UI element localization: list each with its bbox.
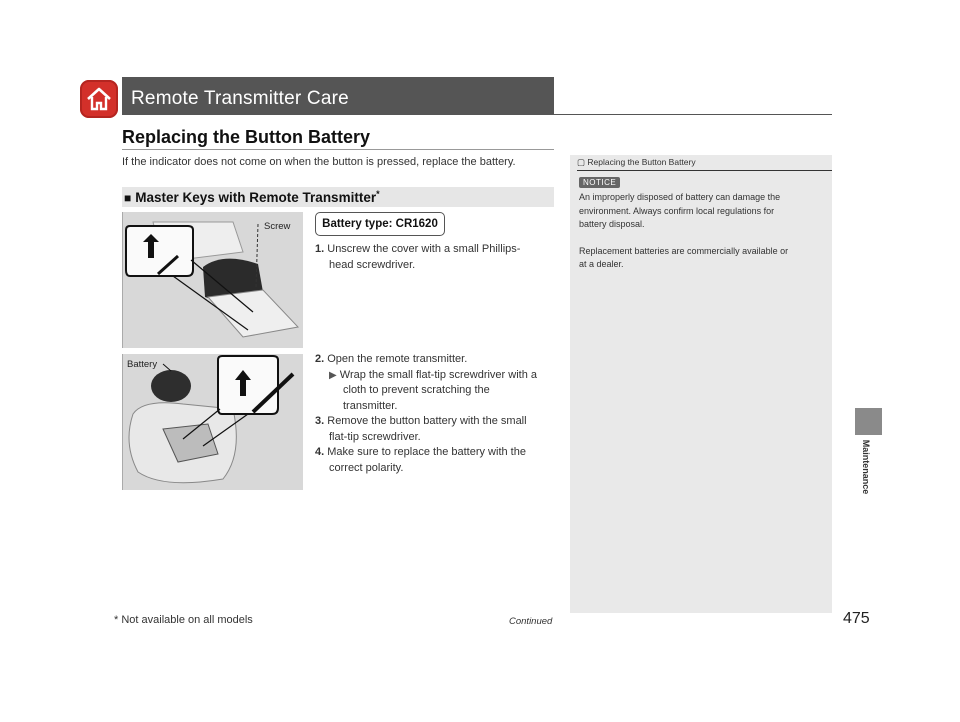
step-text: Remove the button battery with the small [327,415,527,427]
side-note-line: An improperly disposed of battery can damage the [579,192,781,202]
step-number: 3. [315,415,325,427]
step-text: Make sure to replace the battery with the [327,446,526,458]
step-text: Open the remote transmitter. [327,353,468,365]
step-1 [315,242,520,273]
sub-step-text: transmitter. [343,399,398,412]
side-note-line: environment. Always confirm local regulations for [579,205,775,216]
side-note-line: battery disposal. [579,219,645,229]
subsection-marker: ■ [124,191,132,205]
footnote-mark: * [376,189,380,199]
screw-label: Screw [264,221,291,232]
home-button[interactable] [80,80,118,118]
intro-text: If the indicator does not come on when the button is pressed, replace the battery. [122,156,516,168]
reference-icon: ▢ [577,157,586,167]
step-text: Unscrew the cover with a small Phillips- [327,243,521,255]
side-note-title [577,157,696,168]
continued-label: Continued [509,616,553,627]
subsection-title: Master Keys with Remote Transmitter [135,190,377,205]
page-title: Remote Transmitter Care [131,88,349,109]
sub-step-text: cloth to prevent scratching the [343,384,490,396]
side-note-rule [577,170,832,171]
battery-label: Battery [127,359,158,370]
sub-arrow-icon: ▶ [329,369,337,381]
section-tab-marker[interactable] [855,408,882,435]
step-2 [315,352,537,476]
step-text: head screwdriver. [329,258,416,271]
section-title: Replacing the Button Battery [122,127,371,147]
sub-step-text: Wrap the small flat-tip screwdriver with a [339,368,538,381]
side-note-title-text: Replacing the Button Battery [587,157,696,167]
side-note-line: Replacement batteries are commercially available or [579,245,789,256]
page-number: 475 [843,610,870,627]
footnote: * Not available on all models [114,614,253,626]
home-icon [80,80,118,118]
step-number: 2. [315,353,325,365]
battery-type-box: Battery type: CR1620 [315,212,445,236]
section-tab-label[interactable]: Maintenance [861,439,871,495]
section-rule [122,149,554,150]
step-number: 4. [315,446,325,458]
side-note-line: at a dealer. [579,259,624,269]
notice-badge: NOTICE [579,177,620,188]
step-text: flat-tip screwdriver. [329,430,421,443]
step-number: 1. [315,243,325,255]
header-rule [122,114,832,115]
battery-illustration [122,354,303,490]
step-text: correct polarity. [329,461,404,474]
screw-illustration [122,212,303,348]
side-note-text [579,191,829,272]
subsection-heading [124,189,380,205]
